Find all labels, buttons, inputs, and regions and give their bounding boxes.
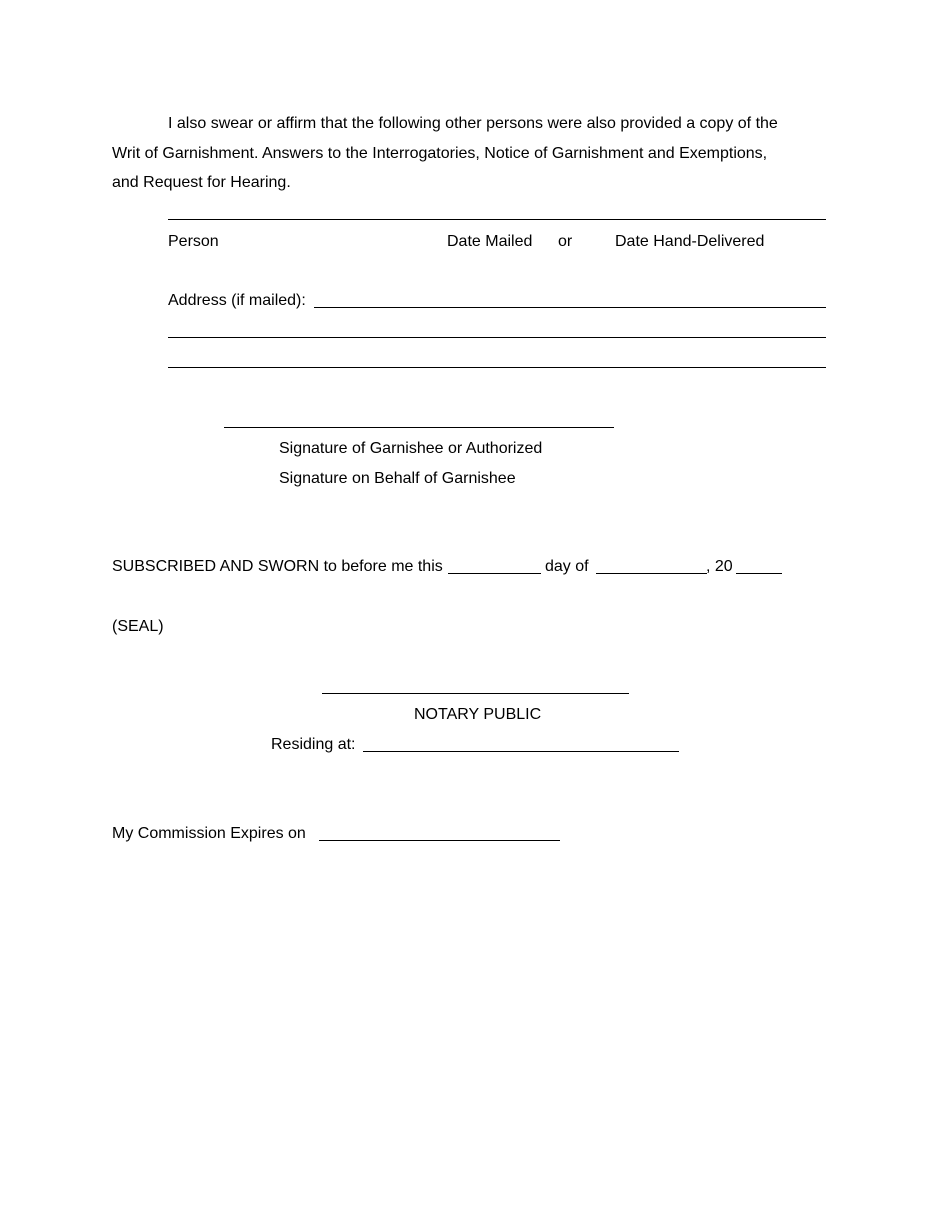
commission-expires-label: My Commission Expires on bbox=[112, 825, 306, 842]
residing-at-label: Residing at: bbox=[271, 736, 356, 753]
garnishee-signature-label-2: Signature on Behalf of Garnishee bbox=[279, 470, 516, 487]
day-of-label: day of bbox=[545, 558, 589, 575]
seal-label: (SEAL) bbox=[112, 618, 164, 635]
residing-at-blank-line[interactable] bbox=[363, 751, 679, 752]
address-blank-line-2[interactable] bbox=[168, 337, 826, 338]
address-blank-line-1[interactable] bbox=[314, 307, 826, 308]
year-blank-line[interactable] bbox=[736, 573, 782, 574]
person-label: Person bbox=[168, 233, 219, 250]
or-label: or bbox=[558, 233, 573, 250]
month-blank-line[interactable] bbox=[596, 573, 707, 574]
day-blank-line[interactable] bbox=[448, 573, 541, 574]
date-mailed-label: Date Mailed bbox=[447, 233, 533, 250]
paragraph-line-1: I also swear or affirm that the following other persons were also provided a copy of the bbox=[168, 115, 778, 132]
garnishee-signature-line[interactable] bbox=[224, 427, 614, 428]
garnishee-signature-label-1: Signature of Garnishee or Authorized bbox=[279, 440, 543, 457]
paragraph-line-3: and Request for Hearing. bbox=[112, 174, 291, 191]
address-blank-line-3[interactable] bbox=[168, 367, 826, 368]
subscribed-prefix: SUBSCRIBED AND SWORN to before me this bbox=[112, 558, 443, 575]
date-hand-delivered-label: Date Hand-Delivered bbox=[615, 233, 765, 250]
commission-expires-blank-line[interactable] bbox=[319, 840, 560, 841]
address-label: Address (if mailed): bbox=[168, 292, 306, 309]
paragraph-line-2: Writ of Garnishment. Answers to the Interrogatories, Notice of Garnishment and Exemptions, bbox=[112, 145, 768, 162]
notary-public-label: NOTARY PUBLIC bbox=[414, 706, 542, 723]
notary-signature-line[interactable] bbox=[322, 693, 629, 694]
person-blank-line[interactable] bbox=[168, 219, 826, 220]
year-prefix-label: , 20 bbox=[706, 558, 733, 575]
